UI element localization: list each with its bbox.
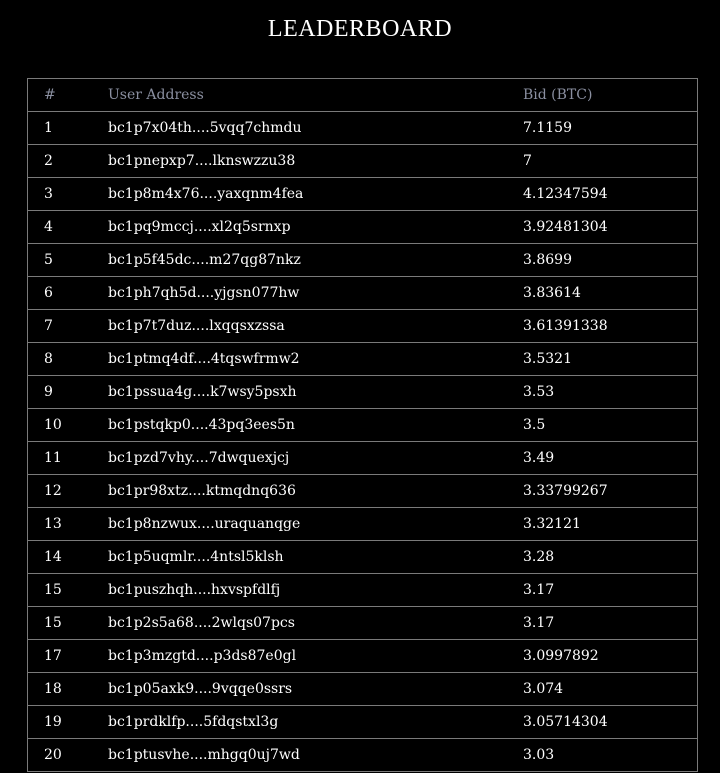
table-header [28,79,698,112]
table-row [28,211,698,244]
page-title: LEADERBOARD [267,16,453,42]
bid-cell: 3.0997892 [523,640,698,673]
rank-cell: 15 [28,607,109,640]
bid-cell: 3.53 [523,376,698,409]
bid-cell: 3.05714304 [523,706,698,739]
address-cell: bc1pssua4g....k7wsy5psxh [108,376,523,409]
bid-cell: 3.49 [523,442,698,475]
address-cell: bc1p8nzwux....uraquanqge [108,508,523,541]
table-row [28,178,698,211]
address-cell: bc1p8m4x76....yaxqnm4fea [108,178,523,211]
rank-cell: 11 [28,442,109,475]
rank-cell: 17 [28,640,109,673]
rank-cell: 7 [28,310,109,343]
header-row [28,79,698,112]
address-cell: bc1p7t7duz....lxqqsxzssa [108,310,523,343]
address-cell: bc1p5uqmlr....4ntsl5klsh [108,541,523,574]
address-cell: bc1pzd7vhy....7dwquexjcj [108,442,523,475]
address-cell: bc1prdklfp....5fdqstxl3g [108,706,523,739]
bid-cell: 4.12347594 [523,178,698,211]
bid-cell: 7 [523,145,698,178]
address-cell: bc1p7x04th....5vqq7chmdu [108,112,523,145]
bid-cell: 3.83614 [523,277,698,310]
rank-cell: 18 [28,673,109,706]
address-cell: bc1pstqkp0....43pq3ees5n [108,409,523,442]
rank-cell: 9 [28,376,109,409]
rank-cell: 2 [28,145,109,178]
table-row [28,673,698,706]
rank-cell: 15 [28,574,109,607]
table-row [28,706,698,739]
rank-cell: 14 [28,541,109,574]
table-row [28,739,698,772]
table-row [28,475,698,508]
bid-cell: 3.03 [523,739,698,772]
bid-cell: 3.32121 [523,508,698,541]
table-row [28,574,698,607]
rank-column-header: # [28,79,109,112]
rank-cell: 6 [28,277,109,310]
rank-cell: 20 [28,739,109,772]
bid-cell: 3.074 [523,673,698,706]
bid-cell: 3.92481304 [523,211,698,244]
table-row [28,343,698,376]
address-column-header: User Address [108,79,523,112]
table-row [28,541,698,574]
rank-cell: 8 [28,343,109,376]
address-cell: bc1pnepxp7....lknswzzu38 [108,145,523,178]
rank-cell: 4 [28,211,109,244]
address-cell: bc1p3mzgtd....p3ds87e0gl [108,640,523,673]
table-row [28,376,698,409]
address-cell: bc1ptusvhe....mhgq0uj7wd [108,739,523,772]
address-cell: bc1ptmq4df....4tqswfrmw2 [108,343,523,376]
table-row [28,607,698,640]
bid-cell: 3.61391338 [523,310,698,343]
table-row [28,244,698,277]
address-cell: bc1puszhqh....hxvspfdlfj [108,574,523,607]
bid-cell: 3.33799267 [523,475,698,508]
table-row [28,409,698,442]
rank-cell: 12 [28,475,109,508]
address-cell: bc1p5f45dc....m27qg87nkz [108,244,523,277]
rank-cell: 5 [28,244,109,277]
address-cell: bc1p05axk9....9vqqe0ssrs [108,673,523,706]
rank-cell: 1 [28,112,109,145]
table-row [28,277,698,310]
address-cell: bc1pq9mccj....xl2q5srnxp [108,211,523,244]
table-row [28,508,698,541]
leaderboard-table [27,78,698,772]
bid-cell: 3.5 [523,409,698,442]
table-row [28,442,698,475]
bid-cell: 3.28 [523,541,698,574]
table-row [28,640,698,673]
rank-cell: 3 [28,178,109,211]
table-body [28,112,698,772]
bid-cell: 7.1159 [523,112,698,145]
address-cell: bc1pr98xtz....ktmqdnq636 [108,475,523,508]
table-row [28,145,698,178]
table-row [28,112,698,145]
rank-cell: 19 [28,706,109,739]
table-row [28,310,698,343]
bid-cell: 3.5321 [523,343,698,376]
bid-cell: 3.17 [523,574,698,607]
rank-cell: 10 [28,409,109,442]
bid-column-header: Bid (BTC) [523,79,698,112]
address-cell: bc1p2s5a68....2wlqs07pcs [108,607,523,640]
bid-cell: 3.8699 [523,244,698,277]
bid-cell: 3.17 [523,607,698,640]
address-cell: bc1ph7qh5d....yjgsn077hw [108,277,523,310]
rank-cell: 13 [28,508,109,541]
